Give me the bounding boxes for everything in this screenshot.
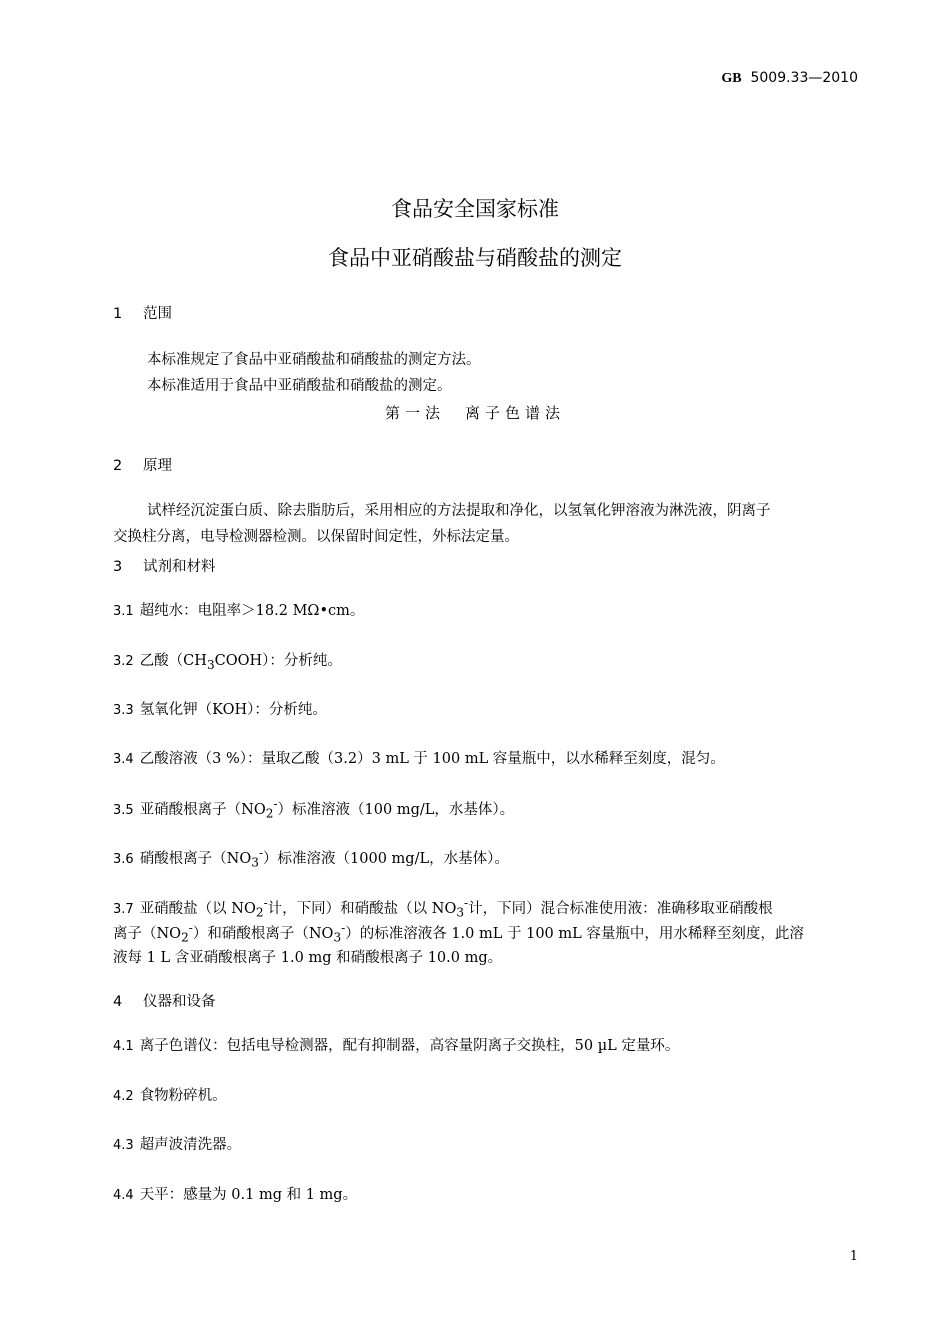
superscript: - <box>464 896 469 910</box>
item-text: 离子（NO <box>113 925 182 942</box>
item-number: 4.4 <box>113 1188 134 1203</box>
item-number: 3.4 <box>113 752 134 767</box>
item-number: 3.2 <box>113 654 134 669</box>
section-heading-principle <box>113 454 172 475</box>
item-text: 硝酸根离子（NO <box>139 850 252 867</box>
section-title: 试剂和材料 <box>143 559 216 575</box>
section-number: 2 <box>113 458 123 474</box>
subscript: 3 <box>333 930 342 945</box>
item-text: 超纯水：电阻率＞18.2 MΩ•cm。 <box>139 603 365 619</box>
instrument-item <box>113 1133 241 1154</box>
superscript: - <box>273 797 278 811</box>
item-number: 4.1 <box>113 1039 134 1054</box>
document-title-line2: 食品中亚硝酸盐与硝酸盐的测定 <box>328 246 622 270</box>
subscript: 3 <box>456 905 465 920</box>
section-title: 原理 <box>143 458 172 474</box>
reagent-item <box>113 797 514 821</box>
section-number: 4 <box>113 994 123 1010</box>
item-text: ）和硝酸根离子（NO <box>192 925 334 942</box>
superscript: - <box>188 921 193 935</box>
subscript: 3 <box>251 855 259 870</box>
section-number: 1 <box>113 306 123 322</box>
instrument-item <box>113 1084 227 1105</box>
subscript: 2 <box>255 905 264 920</box>
item-number: 3.7 <box>113 901 134 917</box>
instrument-item <box>113 1034 679 1055</box>
section-title: 仪器和设备 <box>143 994 216 1010</box>
item-number: 3.1 <box>113 604 134 619</box>
superscript: - <box>263 896 268 910</box>
item-number: 4.2 <box>113 1089 134 1104</box>
document-title-line1: 食品安全国家标准 <box>391 197 559 221</box>
section-number: 3 <box>113 559 123 575</box>
item-text: 亚硝酸根离子（NO <box>139 801 266 818</box>
principle-line-1: 试样经沉淀蛋白质、除去脂肪后，采用相应的方法提取和净化，以氢氧化钾溶液为淋洗液，阴离子 <box>147 503 771 519</box>
item-number: 3.6 <box>113 851 134 867</box>
scope-paragraph-2: 本标准适用于食品中亚硝酸盐和硝酸盐的测定。 <box>147 378 452 394</box>
item-text: 亚硝酸盐（以 NO <box>139 900 256 917</box>
item-text: 乙酸溶液（3 %）：量取乙酸（3.2）3 mL 于 100 mL 容量瓶中，以水稀释至刻度，混匀。 <box>139 751 725 767</box>
item-number: 4.3 <box>113 1138 134 1153</box>
section-title: 范围 <box>143 306 172 322</box>
item-text: COOH）：分析纯。 <box>214 653 342 669</box>
reagent-item <box>113 698 327 719</box>
reagent-item <box>113 846 509 870</box>
item-text: ）的标准溶液各 1.0 mL 于 100 mL 容量瓶中，用水稀释至刻度，此溶 <box>345 925 804 942</box>
standard-prefix: GB <box>721 71 742 86</box>
reagent-item-line-1 <box>113 896 773 920</box>
item-text: 天平：感量为 0.1 mg 和 1 mg。 <box>139 1187 358 1203</box>
reagent-item-line-2 <box>113 921 804 945</box>
item-text: 计，下同）混合标准使用液：准确移取亚硝酸根 <box>468 900 773 917</box>
item-text: 乙酸（CH <box>139 653 207 669</box>
scope-paragraph-1: 本标准规定了食品中亚硝酸盐和硝酸盐的测定方法。 <box>147 352 481 368</box>
item-text: ）标准溶液（1000 mg/L，水基体）。 <box>263 850 509 867</box>
reagent-item-line-3: 液每 1 L 含亚硝酸根离子 1.0 mg 和硝酸根离子 10.0 mg。 <box>113 950 503 966</box>
superscript: - <box>258 846 264 860</box>
reagent-item <box>113 649 342 672</box>
superscript: - <box>341 921 346 935</box>
section-heading-reagents <box>113 555 216 576</box>
item-text: 氢氧化钾（KOH）：分析纯。 <box>139 702 327 718</box>
page-number: 1 <box>849 1249 858 1264</box>
principle-line-2: 交换柱分离，电导检测器检测。以保留时间定性，外标法定量。 <box>113 529 519 545</box>
item-number: 3.5 <box>113 802 134 818</box>
reagent-item <box>113 599 364 620</box>
section-heading-scope <box>113 302 172 323</box>
subscript: 2 <box>181 930 189 945</box>
item-text: 食物粉碎机。 <box>139 1088 227 1104</box>
item-number: 3.3 <box>113 703 134 718</box>
instrument-item <box>113 1183 357 1204</box>
item-text: 计，下同）和硝酸盐（以 NO <box>267 900 457 917</box>
item-text: 离子色谱仪：包括电导检测器，配有抑制器，高容量阴离子交换柱，50 µL 定量环。 <box>139 1038 680 1054</box>
reagent-item <box>113 747 725 768</box>
standard-number <box>721 70 858 87</box>
item-text: 超声波清洗器。 <box>139 1137 242 1153</box>
method-title: 第一法 离子色谱法 <box>384 404 565 422</box>
section-heading-instruments <box>113 990 216 1011</box>
item-text: ）标准溶液（100 mg/L，水基体）。 <box>277 801 515 818</box>
subscript: 3 <box>206 657 215 672</box>
subscript: 2 <box>265 806 274 821</box>
standard-code: 5009.33—2010 <box>750 70 858 86</box>
